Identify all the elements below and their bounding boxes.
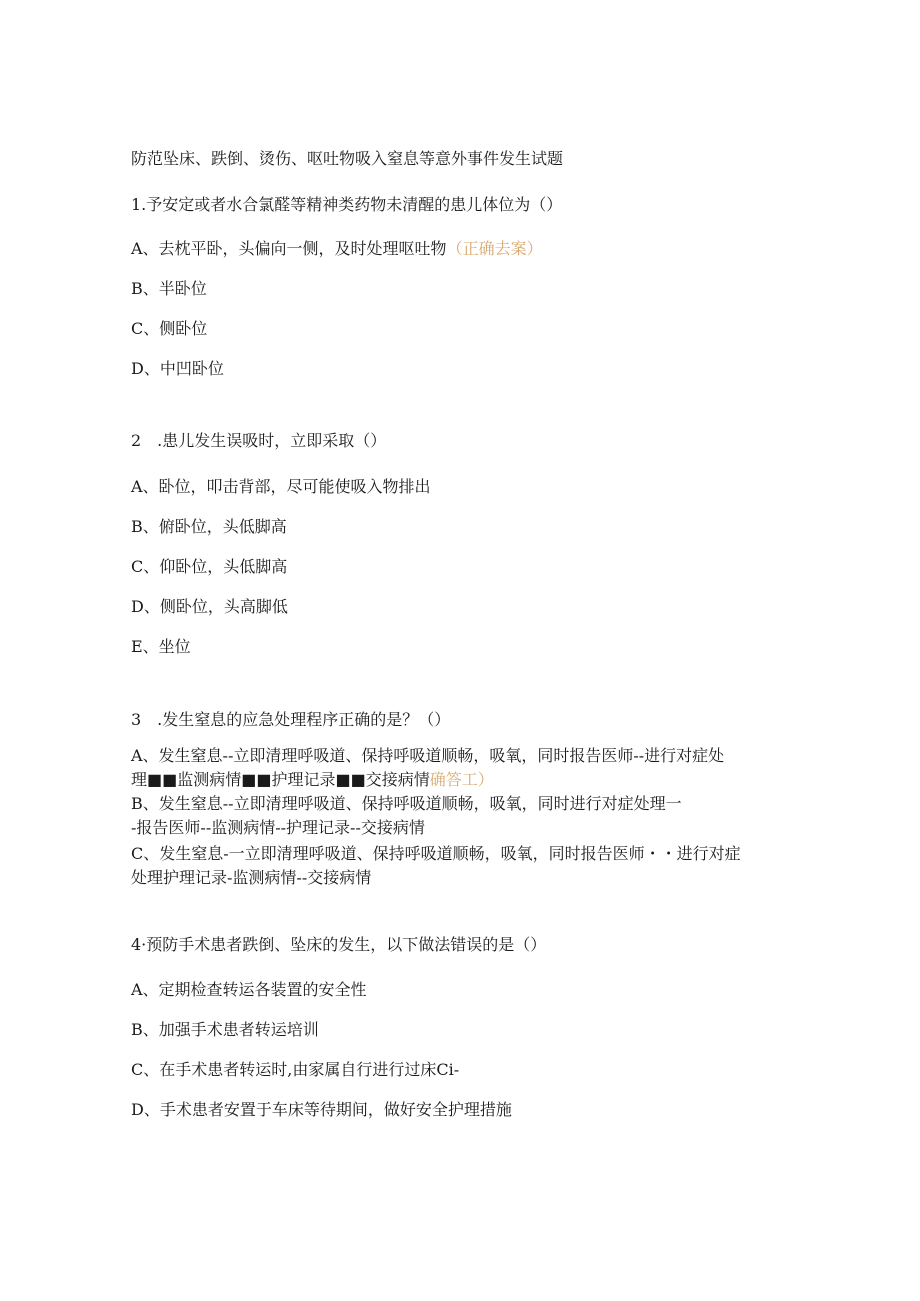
question-3-option-c-line-1: C、发生窒息-一立即清理呼吸道、保持呼吸道顺畅，吸氧，同时报告医师・・进行对症	[131, 844, 741, 863]
question-2-option-e: E、坐位	[131, 637, 191, 656]
question-1-stem: 1.予安定或者水合氯醛等精神类药物未清醒的患儿体位为（）	[131, 195, 563, 214]
question-4-stem: 4·预防手术患者跌倒、坠床的发生，以下做法错误的是（）	[131, 935, 547, 954]
question-2-stem: 2 .患儿发生误吸时，立即采取（）	[131, 431, 387, 450]
question-3-option-c-line-2: 处理护理记录-监测病情--交接病情	[131, 868, 372, 887]
question-3-option-b-line-2: -报告医师--监测病情--护理记录--交接病情	[131, 818, 425, 837]
question-2-option-b: B、俯卧位，头低脚高	[131, 517, 287, 536]
option-a-text: 理■■监测病情■■护理记录■■交接病情	[131, 770, 430, 789]
question-4-option-d: D、手术患者安置于车床等待期间，做好安全护理措施	[131, 1100, 512, 1119]
question-3-option-a-line-1: A、发生窒息--立即清理呼吸道、保持呼吸道顺畅，吸氧，同时报告医师--进行对症处	[131, 746, 725, 765]
question-3-option-b-line-1: B、发生窒息--立即清理呼吸道、保持呼吸道顺畅，吸氧，同时进行对症处理一	[131, 794, 682, 813]
question-3-option-a-line-2	[131, 769, 494, 791]
question-1-option-c: C、侧卧位	[131, 319, 208, 338]
option-a-text: A、去枕平卧，头偏向一侧，及时处理呕吐物	[131, 239, 447, 258]
answer-mark: 确答工）	[429, 770, 494, 789]
page-title: 防范坠床、跌倒、烫伤、呕吐物吸入窒息等意外事件发生试题	[131, 149, 564, 168]
question-1-option-a	[131, 238, 543, 260]
question-4-option-c: C、在手术患者转运时,由家属自行进行过床Ci-	[131, 1060, 460, 1079]
question-1-option-d: D、中凹卧位	[131, 359, 224, 378]
question-2-option-d: D、侧卧位，头高脚低	[131, 597, 288, 616]
question-1-option-b: B、半卧位	[131, 279, 207, 298]
question-4-option-b: B、加强手术患者转运培训	[131, 1020, 319, 1039]
question-4-option-a: A、定期检查转运各装置的安全性	[131, 980, 367, 999]
question-3-stem: 3 .发生窒息的应急处理程序正确的是？（）	[131, 710, 451, 729]
question-2-option-a: A、卧位，叩击背部，尽可能使吸入物排出	[131, 477, 431, 496]
answer-mark: （正确去案）	[446, 239, 543, 258]
question-2-option-c: C、仰卧位，头低脚高	[131, 557, 288, 576]
